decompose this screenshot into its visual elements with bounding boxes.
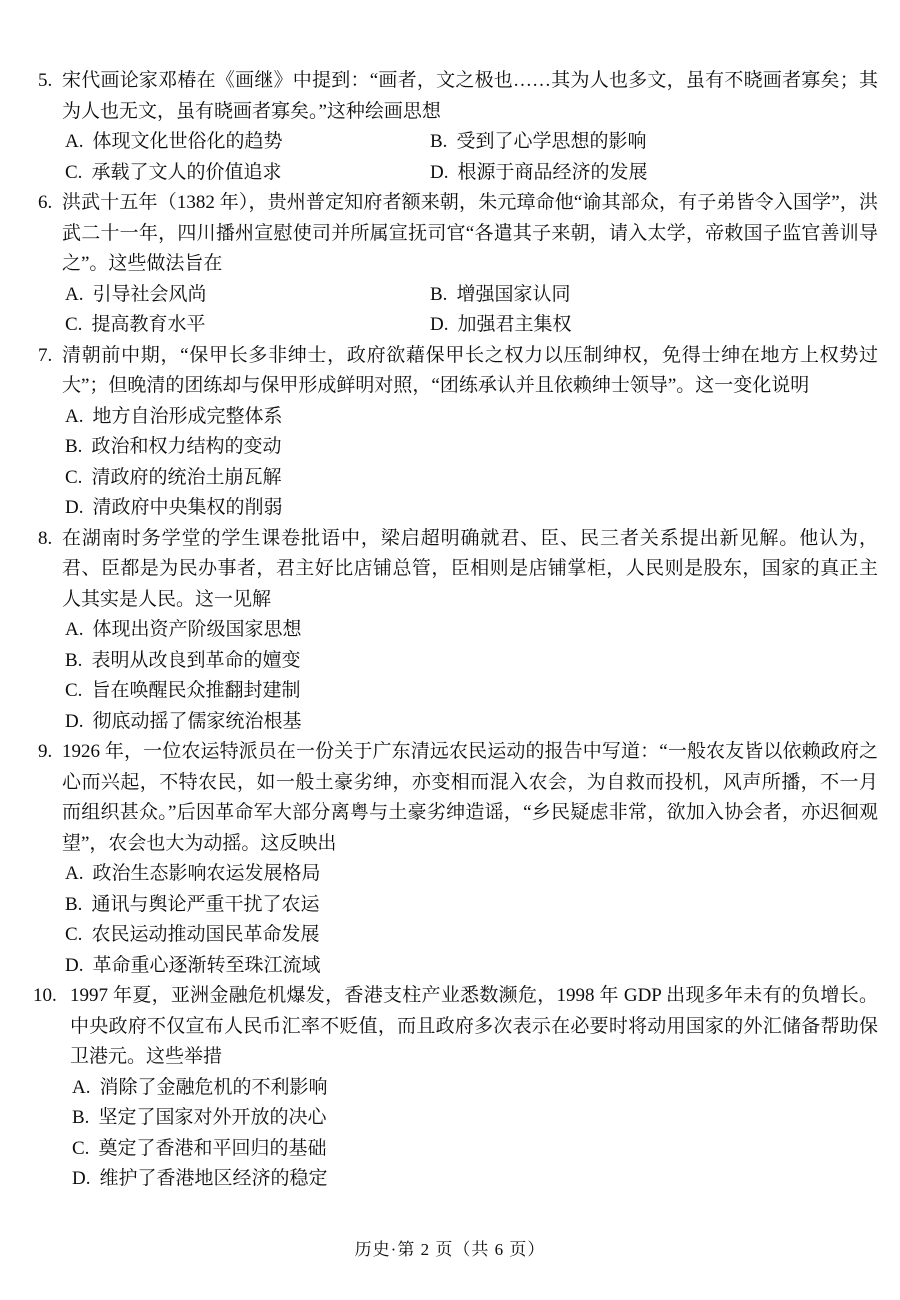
option-text: 表明从改良到革命的嬗变 (91, 649, 301, 671)
option-a (65, 859, 878, 890)
option-text: 政治生态影响农运发展格局 (92, 863, 321, 884)
option-text: 革命重心逐渐转至珠江流域 (92, 954, 321, 976)
option-d (72, 1164, 878, 1195)
option-d (65, 951, 878, 982)
option-label: D. (72, 1168, 91, 1189)
option-d (430, 158, 878, 189)
option-label: C. (65, 924, 83, 945)
option-text: 增强国家认同 (456, 283, 571, 305)
question-options (65, 859, 878, 981)
option-c (65, 463, 878, 494)
option-label: B. (65, 436, 83, 457)
option-label: B. (65, 893, 83, 915)
option-d (430, 310, 878, 341)
option-text: 根源于商品经济的发展 (457, 161, 648, 183)
question-options (72, 1073, 878, 1195)
option-label: D. (65, 497, 84, 518)
question-number: 5. (38, 70, 53, 91)
question-options (65, 402, 878, 524)
option-label: D. (65, 710, 84, 732)
option-label: C. (65, 161, 83, 183)
question-options (65, 127, 878, 188)
option-b (65, 646, 878, 677)
option-text: 清政府中央集权的削弱 (92, 497, 283, 518)
question-number: 7. (38, 344, 53, 366)
option-c (65, 920, 878, 951)
question-number: 9. (38, 741, 53, 762)
option-text: 坚定了国家对外开放的决心 (98, 1107, 327, 1128)
option-text: 农民运动推动国民革命发展 (91, 924, 320, 945)
question-number: 8. (38, 527, 53, 549)
question-number: 6. (38, 192, 53, 213)
option-label: C. (72, 1137, 90, 1159)
question-stem: 洪武十五年（1382 年），贵州普定知府者额来朝，朱元璋命他“谕其部众，有子弟皆令入国学”，洪武二十一年，四川播州宣慰使司并所属宣抚司官“各遣其子来朝，请入太学，帝敕国子监官善训导之”。这些做法旨在 (62, 192, 878, 274)
option-text: 提高教育水平 (91, 314, 206, 335)
option-d (65, 707, 878, 738)
question-5 (0, 66, 900, 188)
question-stem: 1926 年，一位农运特派员在一份关于广东清远农民运动的报告中写道：“一般农友皆以依赖政府之心而兴起，不特农民，如一般土豪劣绅，亦变相而混入农会，为自救而投机，风声所播，不一月而组织甚众。”后因革命军大部分离粤与土豪劣绅造谣，“乡民疑虑非常，欲加入协会者，亦迟徊观望”，农会也大为动摇。这反映出 (62, 741, 878, 854)
option-label: B. (72, 1107, 90, 1128)
question-7 (0, 341, 900, 524)
question-options (65, 280, 878, 341)
option-text: 承载了文人的价值追求 (91, 161, 282, 183)
question-options (65, 615, 878, 737)
option-label: C. (65, 680, 83, 701)
option-c (72, 1134, 878, 1165)
option-label: D. (65, 954, 84, 976)
option-text: 消除了金融危机的不利影响 (99, 1076, 328, 1098)
option-text: 引导社会风尚 (92, 283, 207, 305)
option-text: 地方自治形成完整体系 (92, 405, 283, 427)
option-text: 维护了香港地区经济的稳定 (99, 1168, 328, 1189)
option-text: 加强君主集权 (457, 314, 572, 335)
option-text: 政治和权力结构的变动 (91, 436, 282, 457)
option-label: C. (65, 314, 83, 335)
option-label: A. (65, 283, 84, 305)
option-label: A. (65, 405, 84, 427)
option-text: 体现文化世俗化的趋势 (92, 131, 283, 152)
page-footer: 历史·第 2 页（共 6 页） (354, 1240, 546, 1259)
question-stem: 在湖南时务学堂的学生课卷批语中，梁启超明确就君、臣、民三者关系提出新见解。他认为，君、臣都是为民办事者，君主好比店铺总管，臣相则是店铺掌柜，人民则是股东，国家的真正主人其实是人民。这一见解 (62, 527, 878, 610)
question-10 (0, 981, 900, 1195)
option-label: D. (430, 314, 449, 335)
option-d (65, 493, 878, 524)
question-9 (0, 737, 900, 981)
option-a (65, 615, 878, 646)
option-a (65, 402, 878, 433)
option-c (65, 158, 430, 189)
option-c (65, 676, 878, 707)
option-label: B. (430, 131, 448, 152)
option-a (65, 127, 430, 158)
option-text: 彻底动摇了儒家统治根基 (92, 710, 302, 732)
option-a (65, 280, 430, 311)
option-label: A. (65, 619, 84, 640)
option-text: 体现出资产阶级国家思想 (92, 619, 302, 640)
question-6 (0, 188, 900, 341)
option-label: A. (72, 1076, 91, 1098)
question-number: 10. (33, 985, 57, 1006)
option-b (72, 1103, 878, 1134)
option-c (65, 310, 430, 341)
option-text: 旨在唤醒民众推翻封建制 (91, 680, 301, 701)
option-text: 奠定了香港和平回归的基础 (98, 1137, 327, 1159)
option-b (65, 432, 878, 463)
option-b (430, 280, 878, 311)
option-label: C. (65, 466, 83, 488)
option-a (72, 1073, 878, 1104)
question-8 (0, 524, 900, 738)
option-label: B. (65, 649, 83, 671)
option-label: A. (65, 863, 84, 884)
option-b (65, 890, 878, 921)
option-label: A. (65, 131, 84, 152)
option-b (430, 127, 878, 158)
option-text: 受到了心学思想的影响 (456, 131, 647, 152)
question-stem: 清朝前中期，“保甲长多非绅士，政府欲藉保甲长之权力以压制绅权，免得士绅在地方上权势过大”；但晚清的团练却与保甲形成鲜明对照，“团练承认并且依赖绅士领导”。这一变化说明 (62, 344, 878, 396)
option-text: 通讯与舆论严重干扰了农运 (91, 893, 320, 915)
option-label: D. (430, 161, 449, 183)
question-stem: 1997 年夏，亚洲金融危机爆发，香港支柱产业悉数濒危，1998 年 GDP 出现多年未有的负增长。中央政府不仅宣布人民币汇率不贬值，而且政府多次表示在必要时将动用国家的外汇储备帮助保卫港元。这些举措 (70, 985, 878, 1067)
option-text: 清政府的统治土崩瓦解 (91, 466, 282, 488)
question-stem: 宋代画论家邓椿在《画继》中提到：“画者，文之极也……其为人也多文，虽有不晓画者寡矣；其为人也无文，虽有晓画者寡矣。”这种绘画思想 (62, 70, 878, 122)
option-label: B. (430, 283, 448, 305)
